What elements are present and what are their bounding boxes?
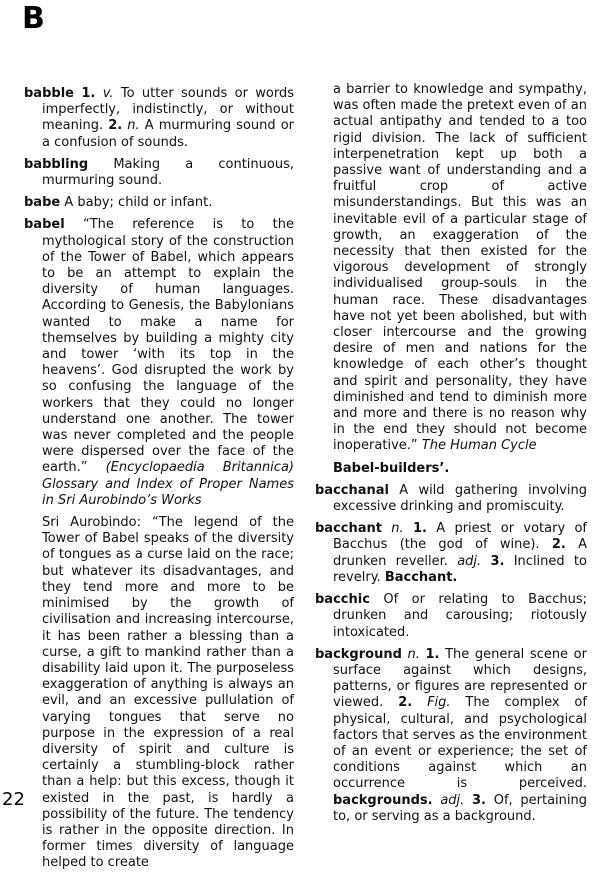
definition: A priest or votary of Bacchus (the god of wine).: [333, 521, 587, 553]
definition: The complex of physical, cultural, and psychological factors that serves as the environment of an event or experience; the set of conditions against which an occurrence is perceived.: [333, 695, 587, 792]
entry-bacchant: [315, 521, 587, 586]
headword-bacchic: bacchic: [315, 592, 370, 608]
babel-quotation-aurobindo: Sri Aurobindo: “The legend of the Tower of Babel speaks of the diversity of tongues as a curse laid on the race; but whatever its disadvantages, and they tend more and more to be minimised by the growth of civilisation and increasing intercourse, it has been rather a blessing than a curse, a gift to mankind rather than a disability laid upon it. The purposeless exaggeration of anything is always an evil, and an excessive pullulation of varying tongues that serve no purpose in the expression of a real diversity of spirit and culture is certainly a stumbling-block rather than a help: but this excess, though it existed in the past, is hardly a possibility of the future. The tendency is rather in the opposite direction. In former times diversity of language helped to create: [42, 515, 294, 871]
left-column: [24, 86, 294, 878]
sense-number: 2.: [108, 118, 123, 134]
part-of-speech: n.: [391, 521, 404, 537]
usage-label: Fig.: [427, 695, 451, 711]
section-letter: B: [22, 1, 45, 36]
derived-form: Bacchant.: [384, 569, 458, 585]
quotation: “The reference is to the mythological story of the construction of the Tower of Babel, which appears to be an attempt to explain the diversity of human languages. According to Genesis, the Babylonians wanted to make a name for themselves by building a mighty city and tower ‘with its top in the heavens’. God disrupted the work by so confusing the language of the workers that they could no longer understand one another. The tower was never completed and the people were dispersed over the face of the earth.”: [42, 217, 294, 476]
sense-number: 1.: [81, 86, 96, 101]
headword-babe: babe: [24, 195, 61, 211]
headword-background: background: [315, 646, 402, 662]
entry-background: [315, 647, 587, 825]
definition: A drunken reveller.: [333, 537, 587, 569]
definition: A murmuring sound or a confusion of sounds.: [42, 118, 295, 150]
entry-babel: [24, 217, 294, 509]
part-of-speech: adj.: [457, 553, 482, 569]
part-of-speech: n.: [407, 646, 420, 662]
sense-number: 1.: [412, 521, 427, 537]
definition: Of or relating to Bacchus; drunken and carousing; riotously intoxicated.: [333, 592, 587, 640]
page-number: 22: [2, 789, 25, 810]
definition: Of, pertaining to, or serving as a background.: [333, 792, 588, 824]
entry-babble: [24, 86, 294, 151]
definition: Making a continuous, murmuring sound.: [42, 156, 294, 189]
babel-builders-form: [315, 461, 587, 477]
entry-bacchic: [315, 592, 587, 641]
definition: A baby; child or infant.: [64, 195, 213, 211]
definition: Inclined to revelry.: [333, 553, 587, 585]
headword-babbling: babbling: [24, 156, 89, 172]
babel-quotation-continued: [315, 82, 587, 455]
headword-babel: babel: [24, 217, 65, 233]
headword-bacchant: bacchant: [315, 521, 382, 537]
definition: A wild gathering involving excessive drinking and promiscuity.: [333, 482, 587, 515]
derived-form: Babel-builders’.: [333, 460, 450, 476]
entry-babbling: [24, 157, 294, 189]
derived-form: backgrounds.: [333, 792, 433, 808]
right-column: [315, 82, 587, 831]
citation-source: The Human Cycle: [421, 438, 537, 454]
citation-source: (Encyclopaedia Britannica) Glossary and Index of Proper Names in Sri Aurobindo’s Works: [42, 460, 294, 508]
entry-bacchanal: [315, 483, 587, 515]
sense-number: 1.: [425, 646, 440, 662]
definition: The general scene or surface against which designs, patterns, or figures are represented or viewed.: [333, 646, 587, 711]
sense-number: 2.: [398, 695, 413, 711]
part-of-speech: n.: [127, 118, 140, 134]
entry-babe: [24, 195, 294, 211]
headword-bacchanal: bacchanal: [315, 482, 390, 498]
sense-number: 2.: [551, 537, 566, 553]
definition: To utter sounds or words imperfectly, indistinctly, or without meaning.: [42, 86, 295, 134]
sense-number: 3.: [490, 553, 505, 569]
headword-babble: babble: [24, 86, 74, 101]
part-of-speech: adj.: [440, 792, 465, 808]
sense-number: 3.: [472, 792, 486, 808]
part-of-speech: v.: [102, 86, 114, 101]
quotation: a barrier to knowledge and sympathy, was often made the pretext even of an actual antipathy and tended to a too rigid division. The lack of sufficient interpenetration kept up both a passive want of understanding and a fruitful crop of active misunderstandings. But this was an inevitable evil of a particular stage of growth, an exaggeration of the necessity that then existed for the vigorous development of strongly individualised group-souls in the human race. These disadvantages have not yet been abolished, but with closer intercourse and the growing desire of men and nations for the knowledge of each other’s thought and spirit and personality, they have diminished and tend to diminish more and more and there is no reason why in the end they should not become inoperative.”: [333, 82, 587, 454]
